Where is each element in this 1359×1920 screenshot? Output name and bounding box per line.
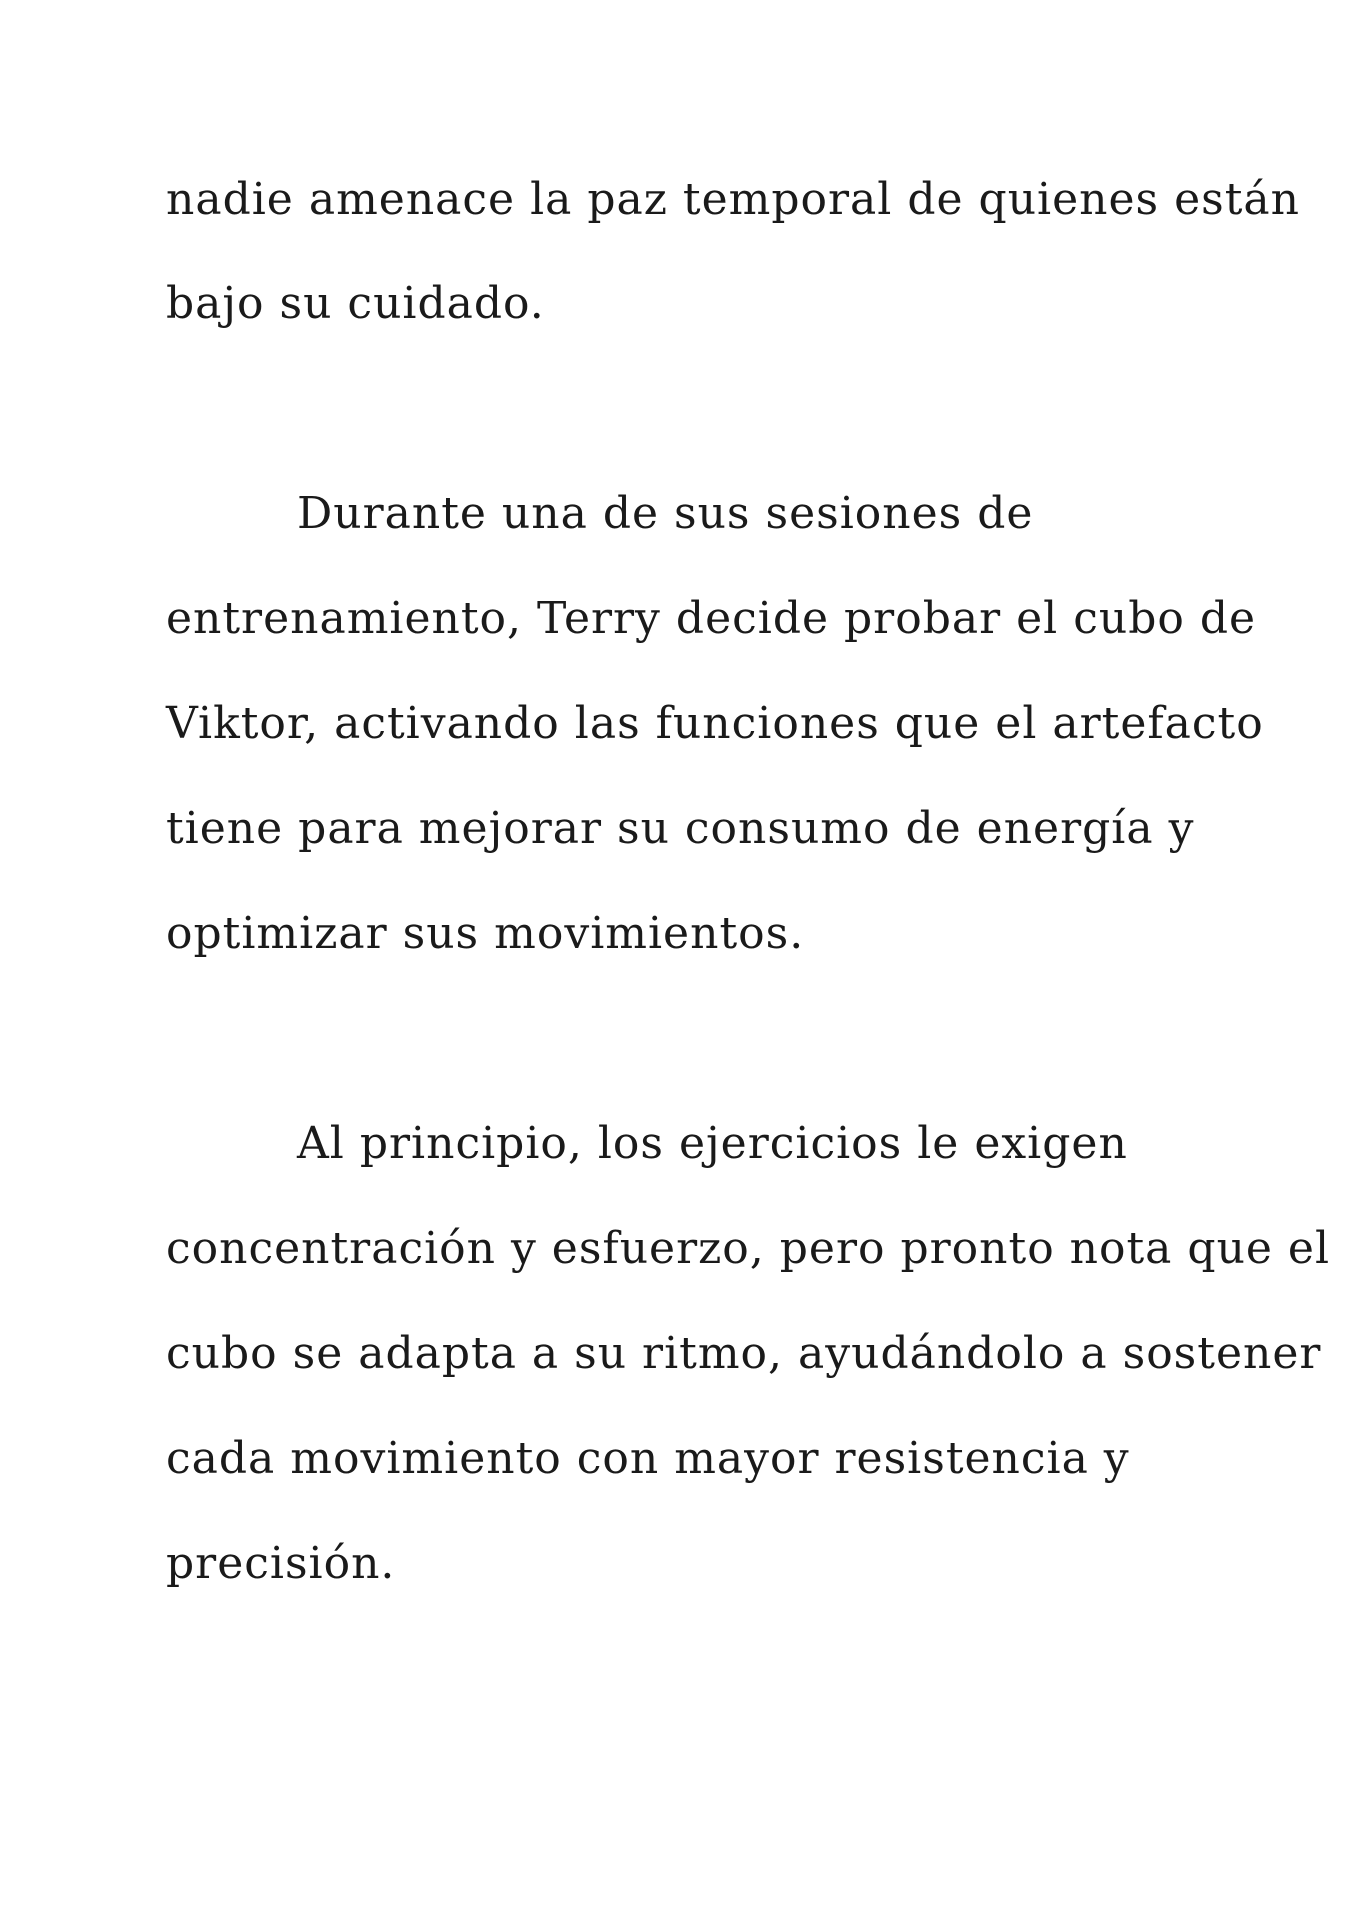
paragraph-3-line-4: cada movimiento con mayor resistencia y xyxy=(166,1433,1130,1484)
paragraph-2-line-5: optimizar sus movimientos. xyxy=(166,908,805,959)
paragraph-3-line-1: Al principio, los ejercicios le exigen xyxy=(297,1118,1128,1169)
paragraph-2-line-4: tiene para mejorar su consumo de energía y xyxy=(166,803,1195,854)
paragraph-2-line-1: Durante una de sus sesiones de xyxy=(297,488,1034,539)
paragraph-2-line-2: entrenamiento, Terry decide probar el cubo de xyxy=(166,593,1257,644)
paragraph-3-line-2: concentración y esfuerzo, pero pronto nota que el xyxy=(166,1223,1331,1274)
paragraph-3-line-3: cubo se adapta a su ritmo, ayudándolo a sostener xyxy=(166,1328,1322,1379)
paragraph-1-line-2: bajo su cuidado. xyxy=(166,278,545,329)
paragraph-3-line-5: precisión. xyxy=(166,1538,396,1589)
paragraph-2-line-3: Viktor, activando las funciones que el artefacto xyxy=(166,698,1264,749)
paragraph-1-line-1: nadie amenace la paz temporal de quienes están xyxy=(166,174,1300,225)
